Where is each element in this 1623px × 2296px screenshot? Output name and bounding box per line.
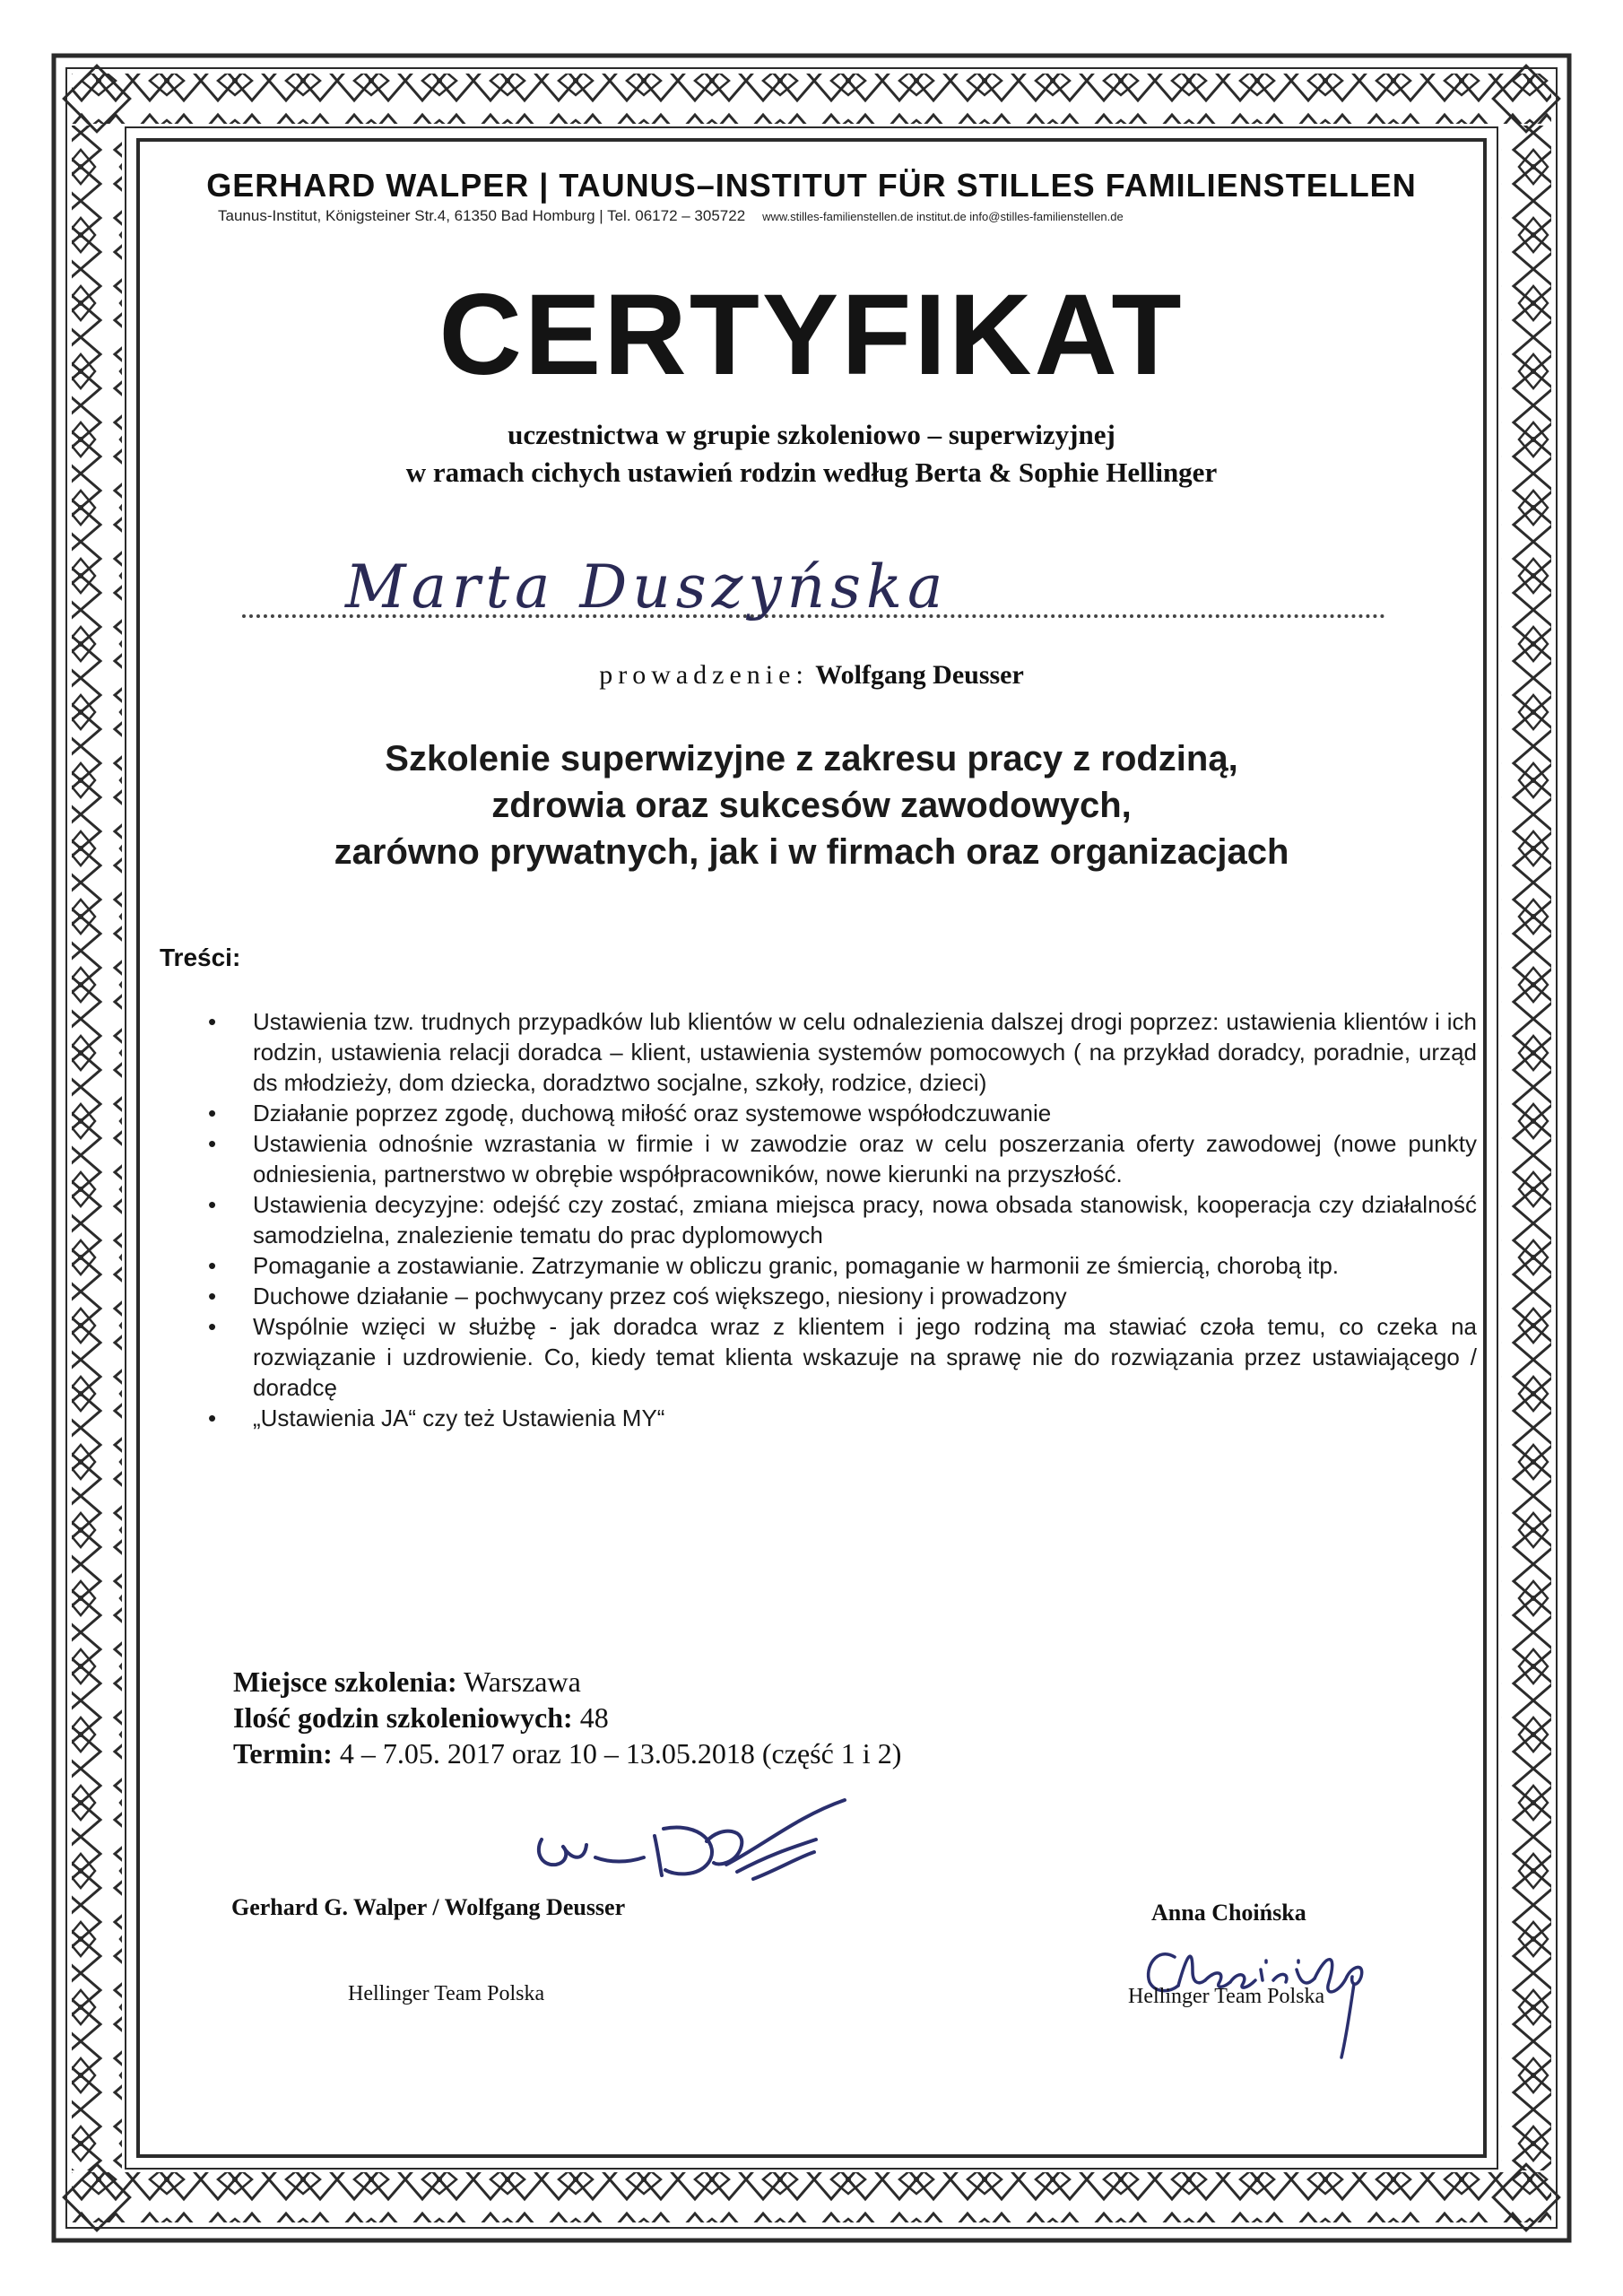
certificate-subtitle (0, 416, 1623, 491)
right-signatory-name: Anna Choińska (1151, 1900, 1306, 1926)
headline-line-2: zdrowia oraz sukcesów zawodowych, (491, 786, 1132, 825)
place-value: Warszawa (464, 1665, 581, 1698)
hours-row (233, 1700, 901, 1735)
subtitle-line-2: w ramach cichych ustawień rodzin według Berta & Sophie Hellinger (405, 457, 1218, 488)
training-details (233, 1664, 901, 1771)
list-item: • Ustawienia odnośnie wzrastania w firmie i w zawodzie oraz w celu poszerzania oferty zawodowej (nowe punkty odniesienia, partnerstwo w obrębie współpracowników, nowe kierunki na przyszłość. (208, 1128, 1477, 1189)
right-signatory-org: Hellinger Team Polska (1128, 1985, 1325, 2008)
participant-name: Marta Duszyńska (345, 552, 949, 622)
participant-name-line (242, 550, 1385, 622)
hours-value: 48 (579, 1701, 609, 1734)
place-label: Miejsce szkolenia: (233, 1665, 457, 1698)
organization-title: GERHARD WALPER | TAUNUS–INSTITUT FÜR STILLES FAMILIENSTELLEN (206, 167, 1417, 204)
hours-label: Ilość godzin szkoleniowych: (233, 1701, 573, 1734)
left-handwritten-signature (529, 1789, 852, 1888)
list-item: • Działanie poprzez zgodę, duchową miłość oraz systemowe współodczuwanie (208, 1098, 1477, 1128)
list-item: • Ustawienia decyzyjne: odejść czy zostać, zmiana miejsca pracy, nowa obsada stanowisk, kooperacja czy działalność samodzielna, znalezienie tematu do prac dyplomowych (208, 1189, 1477, 1250)
term-value: 4 – 7.05. 2017 oraz 10 – 13.05.2018 (część 1 i 2) (339, 1737, 902, 1770)
list-item: • Ustawienia tzw. trudnych przypadków lub klientów w celu odnalezienia dalszej drogi poprzez: ustawienia klientów i ich rodzin, ustawienia relacji doradca – klient, ustawienia systemów pomocowych ( na przykład doradcy, poradnie, urząd ds młodzieży, dom dziecka, doradztwo socjalne, szkoły, rodzice, dzieci) (208, 1006, 1477, 1098)
list-item: • Duchowe działanie – pochwycany przez coś większego, niesiony i prowadzony (208, 1281, 1477, 1311)
term-row (233, 1735, 901, 1771)
list-item: • Pomaganie a zostawianie. Zatrzymanie w obliczu granic, pomaganie w harmonii ze śmiercią, chorobą itp. (208, 1250, 1477, 1281)
subtitle-line-1: uczestnictwa w grupie szkoleniowo – superwizyjnej (508, 419, 1115, 450)
lead-line (0, 660, 1623, 691)
training-headline (0, 735, 1623, 875)
website-email-text: www.stilles-familienstellen.de institut.de info@stilles-familienstellen.de (762, 210, 1124, 223)
place-row (233, 1664, 901, 1700)
term-label: Termin: (233, 1737, 333, 1770)
certificate-title: CERTYFIKAT (438, 271, 1185, 399)
organization-address (218, 207, 1455, 225)
lead-name: Wolfgang Deusser (815, 660, 1024, 690)
left-signatory-name: Gerhard G. Walper / Wolfgang Deusser (231, 1894, 626, 1920)
left-signatory-org: Hellinger Team Polska (348, 1982, 545, 2005)
list-item: • Wspólnie wzięci w służbę - jak doradca wraz z klientem i jego rodziną ma stawiać czoła temu, co czeka na rozwiązanie i uzdrowienie. Co, kiedy temat klienta wskazuje na sprawę nie do rozwiązania przez ustawiającego / doradcę (208, 1311, 1477, 1403)
address-text: Taunus-Institut, Königsteiner Str.4, 61350 Bad Homburg | Tel. 06172 – 305722 (218, 207, 746, 224)
contents-list (208, 1006, 1477, 1433)
list-item: • „Ustawienia JA“ czy też Ustawienia MY“ (208, 1403, 1477, 1433)
contents-label: Treści: (160, 944, 241, 971)
lead-label: prowadzenie: (599, 660, 809, 690)
headline-line-3: zarówno prywatnych, jak i w firmach oraz organizacjach (334, 832, 1289, 872)
headline-line-1: Szkolenie superwizyjne z zakresu pracy z rodziną, (385, 739, 1238, 778)
